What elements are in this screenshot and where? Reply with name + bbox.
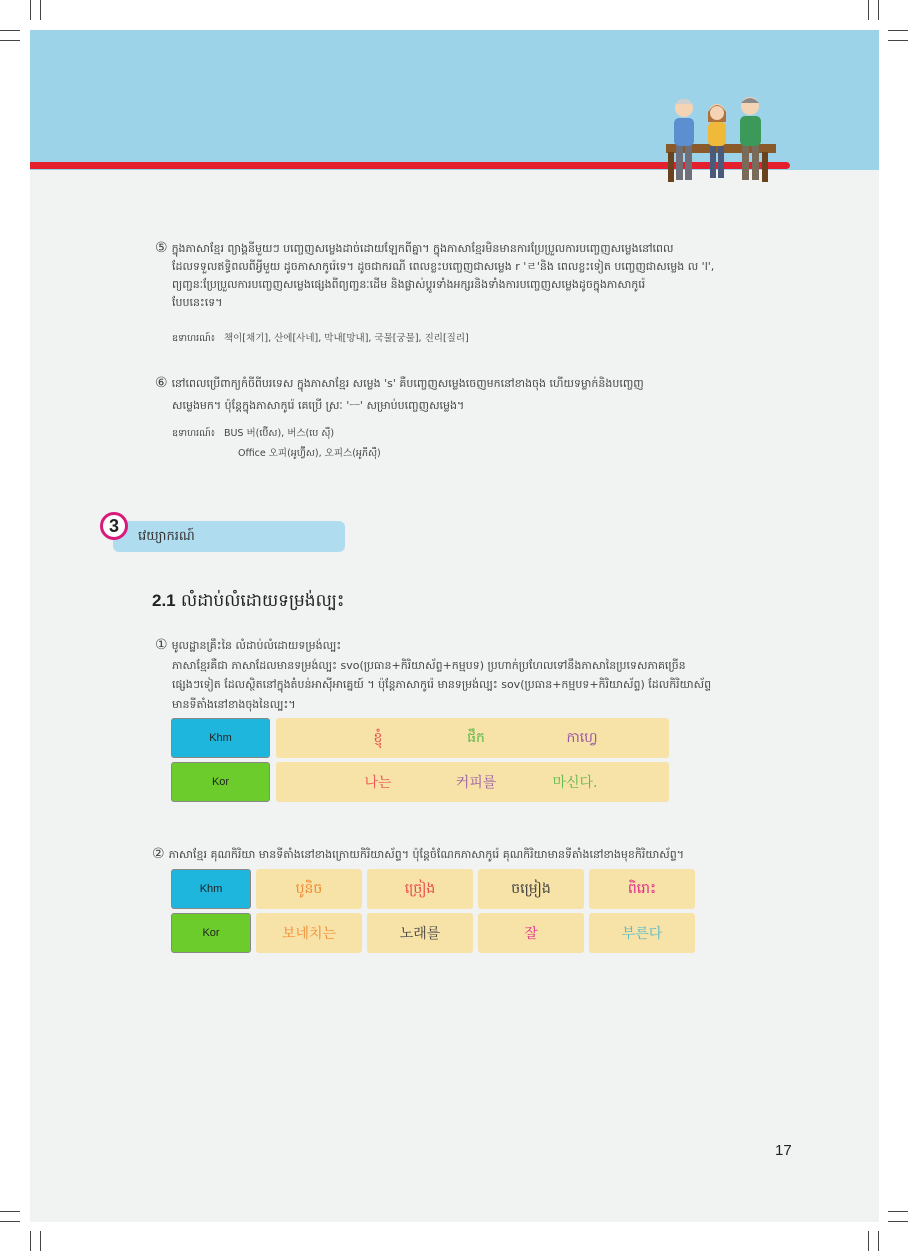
point-1-heading: ① មូលដ្ឋានគ្រឹះនៃ លំដាប់លំដោយទម្រង់ល្បះ bbox=[155, 637, 342, 653]
point-1-line-2: ផ្សេងៗទៀត ដែលស្ថិតនៅក្នុងតំបន់អាស៊ីអាគ្នេយ៍ ។ ប៉ុន្តែភាសាកូរ៉េ មានទម្រង់ល្បះ sov(ប្រធាន+កម្មបទ+កិរិយាស័ព្ទ) ដែលកិរិយាស័ព្ទ bbox=[172, 678, 712, 691]
point-1-number: ① bbox=[155, 637, 168, 653]
crop-mark bbox=[40, 0, 41, 20]
khm-word: កាហ្វេ bbox=[566, 730, 598, 746]
kor-cell: 보네치는 bbox=[256, 913, 362, 953]
note-5-number: ⑤ bbox=[155, 240, 168, 256]
example-label: ឧទាហរណ៍៖ bbox=[172, 333, 215, 344]
crop-mark bbox=[868, 0, 869, 20]
crop-mark bbox=[40, 1231, 41, 1251]
crop-mark bbox=[888, 1211, 908, 1212]
point-1 bbox=[155, 636, 795, 714]
crop-mark bbox=[0, 40, 20, 41]
subsection-heading bbox=[152, 590, 344, 615]
crop-mark bbox=[0, 1221, 20, 1222]
subsection-title: លំដាប់លំដោយទម្រង់ល្បះ bbox=[181, 591, 345, 611]
khm-cell: បូនិច bbox=[256, 869, 362, 909]
khm-cell: ចម្រៀង bbox=[478, 869, 584, 909]
note-6-example bbox=[172, 424, 381, 464]
khm-label: Khm bbox=[171, 869, 251, 909]
note-5-line-1: ⑤ ក្នុងភាសាខ្មែរ ព្យាង្គនីមួយៗ បញ្ចេញសម្លេងដាច់ដោយឡែកពីគ្នា។ ក្នុងភាសាខ្មែរមិនមានការប្រែប្រួលការបញ្ចេញសម្លេងនៅពេល bbox=[155, 240, 674, 256]
note-6 bbox=[155, 372, 795, 417]
example-text: BUS 버(ប៊ើស), 버스(បេ ស៊ឺ) bbox=[223, 428, 335, 439]
section-number-badge: 3 bbox=[100, 512, 128, 540]
crop-mark bbox=[888, 1221, 908, 1222]
section-title: វេយ្យាករណ៍ bbox=[138, 529, 195, 544]
note-5-line-2: ដែលទទួលឥទ្ធិពលពីអ្វីមួយ ដូចភាសាកូរ៉េទេ។ ដូចជាករណី ពេលខ្លះបញ្ចេញជាសម្លេង r 'ㄹ'និង ពេលខ្លះទៀត បញ្ចេញជាសម្លេង ល 'l', bbox=[172, 260, 715, 273]
crop-mark bbox=[878, 0, 879, 20]
point-2-number: ② bbox=[152, 846, 165, 862]
point-1-line-1: ភាសាខ្មែរគឺជា ភាសាដែលមានទម្រង់ល្បះ svo(ប្រធាន+កិរិយាស័ព្ទ+កម្មបទ) ប្រហាក់ប្រហែលទៅនឹងភាសានៃប្រទេសភាគច្រើន bbox=[172, 658, 686, 672]
kor-word: 마신다. bbox=[552, 775, 598, 791]
crop-mark bbox=[0, 30, 20, 31]
kor-cell: 잘 bbox=[478, 913, 584, 953]
note-6-line-2: សម្លេងមក។ ប៉ុន្តែក្នុងភាសាកូរ៉េ គេប្រើ ស្រៈ 'ㅡ' សម្រាប់បញ្ចេញសម្លេង។ bbox=[172, 399, 465, 412]
point-2-text: ភាសាខ្មែរ គុណកិរិយា មានទីតាំងនៅខាងក្រោយកិរិយាស័ព្ទ។ ប៉ុន្តែចំណែកភាសាកូរ៉េ គុណកិរិយាមានទីតាំងនៅខាងមុខកិរិយាស័ព្ទ។ bbox=[168, 848, 684, 861]
note-5-line-3: ព្យញ្ជនៈប្រែប្រួលការបញ្ចេញសម្លេងផ្សេងពីព្យញ្ជនៈដើម និងផ្លាស់ប្តូរទាំងអក្សរនិងទាំងការបញ្ចេញសម្លេងដូចក្នុងភាសាកូរ៉េ bbox=[172, 278, 646, 291]
example-label: ឧទាហរណ៍៖ bbox=[172, 428, 215, 439]
khm-label: Khm bbox=[171, 718, 270, 758]
kor-label: Kor bbox=[171, 762, 270, 802]
crop-mark bbox=[30, 0, 31, 20]
khm-word: ខ្ញុំ bbox=[373, 730, 383, 746]
crop-mark bbox=[888, 30, 908, 31]
khm-cell: ច្រៀង bbox=[367, 869, 473, 909]
kor-word: 나는 bbox=[364, 775, 392, 791]
kor-word: 커피를 bbox=[455, 775, 497, 791]
note-6-example-row-1 bbox=[172, 424, 381, 444]
kor-label: Kor bbox=[171, 913, 251, 953]
crop-mark bbox=[878, 1231, 879, 1251]
people-illustration bbox=[662, 88, 782, 186]
kor-cell: 부른다 bbox=[589, 913, 695, 953]
example-text: 책이[채기], 산에[사네], 막내[망내], 국물[궁물], 진리[질리] bbox=[223, 333, 469, 344]
crop-mark bbox=[868, 1231, 869, 1251]
crop-mark bbox=[30, 1231, 31, 1251]
note-5-line-4: បែបនេះទេ។ bbox=[172, 296, 223, 309]
kor-cell: 노래를 bbox=[367, 913, 473, 953]
point-1-line-3: មានទីតាំងនៅខាងចុងនៃល្បះ។ bbox=[172, 697, 296, 711]
point-2 bbox=[152, 845, 812, 864]
crop-mark bbox=[0, 1211, 20, 1212]
note-6-number: ⑥ bbox=[155, 375, 168, 391]
subsection-number: 2.1 bbox=[152, 591, 176, 610]
note-5 bbox=[155, 239, 795, 312]
note-6-line-1: ⑥ នៅពេលប្រើពាក្យកំចីពីបរទេស ក្នុងភាសាខ្មែរ សម្លេង 's' គឺបញ្ចេញសម្លេងចេញមកនៅខាងចុង ហើយទម្លាក់និងបញ្ចេញ bbox=[155, 375, 644, 391]
khm-cell: ពិរោះ bbox=[589, 869, 695, 909]
page-background bbox=[30, 30, 879, 1222]
khm-word: ផឹក bbox=[467, 730, 485, 746]
crop-mark bbox=[888, 40, 908, 41]
note-5-example bbox=[172, 330, 469, 346]
note-6-example-row-2: Office 오피(អូហ្វ៊ីស), 오피스(អូភីស៊ឺ) bbox=[238, 448, 381, 459]
page-number: 17 bbox=[775, 1142, 792, 1159]
